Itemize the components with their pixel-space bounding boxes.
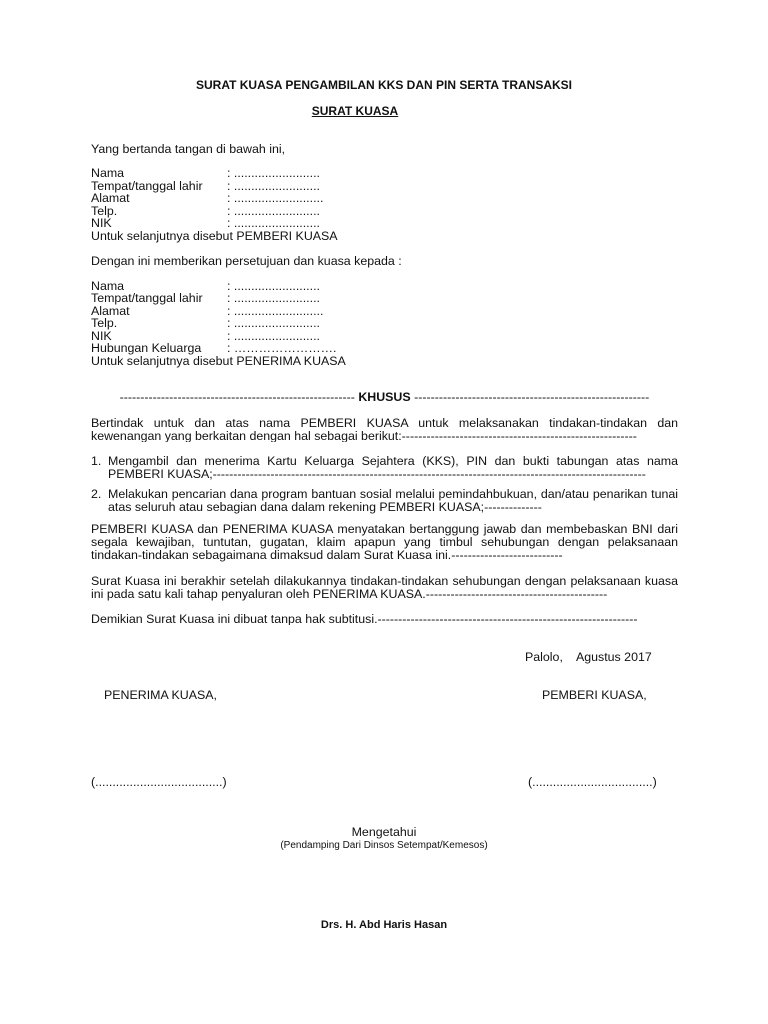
item-number: 2. <box>91 487 102 501</box>
giver-field-label: Telp. <box>91 204 118 218</box>
receiver-field-value: : ......................... <box>227 316 320 330</box>
giver-field-label: Tempat/tanggal lahir <box>91 179 203 193</box>
giver-signature-label: PEMBERI KUASA, <box>542 688 647 702</box>
witness-role: (Pendamping Dari Dinsos Setempat/Kemesos) <box>280 840 488 851</box>
receiver-field-label: Tempat/tanggal lahir <box>91 291 203 305</box>
liability-line-1: PEMBERI KUASA dan PENERIMA KUASA menyatakan bertanggung jawab dan membebaskan BNI dari <box>91 522 678 536</box>
giver-signature-blank: (...................................) <box>528 775 657 789</box>
receiver-field-value: : .......................... <box>227 304 324 318</box>
receiver-field-value: : ......................... <box>227 291 320 305</box>
item-line-1: Melakukan pencarian dana program bantuan sosial melalui pemindahbukuan, dan/atau penarikan tunai <box>108 487 678 501</box>
receiver-field-label: Nama <box>91 279 125 293</box>
item-line-2: PEMBERI KUASA;--------------------------------------------------------------------------------------------------------- <box>108 468 646 481</box>
khusus-dashes-left: --------------------------------------------------------- <box>119 391 355 404</box>
receiver-field-label: Telp. <box>91 316 118 330</box>
liability-line-3: tindakan-tindakan sebagaimana dimaksud dalam Surat Kuasa ini.--------------------------- <box>91 548 563 562</box>
acting-line-1: Bertindak untuk dan atas nama PEMBERI KUASA untuk melaksanakan tindakan-tindakan dan <box>91 416 678 430</box>
item-line-2: atas seluruh atau sebagian dana dalam rekening PEMBERI KUASA;-------------- <box>108 500 542 514</box>
giver-field-value: : ......................... <box>227 179 320 193</box>
khusus-dashes-right: --------------------------------------------------------- <box>414 391 650 404</box>
witness-label: Mengetahui <box>351 825 417 839</box>
subtitle-text: SURAT KUASA <box>311 104 399 118</box>
intro-text: Yang bertanda tangan di bawah ini, <box>91 142 286 156</box>
khusus-separator <box>91 391 678 403</box>
giver-field-value: : ......................... <box>227 166 320 180</box>
receiver-field-value: : ……………………. <box>227 341 337 355</box>
receiver-designation: Untuk selanjutnya disebut PENERIMA KUASA <box>91 354 346 368</box>
receiver-signature-blank: (.....................................) <box>91 775 227 789</box>
receiver-field-value: : ......................... <box>227 329 320 343</box>
receiver-field-label: Hubungan Keluarga <box>91 341 202 355</box>
receiver-signature-label: PENERIMA KUASA, <box>104 688 217 702</box>
witness-label-row <box>0 826 768 838</box>
place-date: Palolo, Agustus 2017 <box>525 650 652 664</box>
giver-designation: Untuk selanjutnya disebut PEMBERI KUASA <box>91 229 338 243</box>
khusus-label: KHUSUS <box>358 391 411 404</box>
closing-text: Demikian Surat Kuasa ini dibuat tanpa hak subtitusi.--------------------------------------------------------------- <box>91 613 638 626</box>
witness-name: Drs. H. Abd Haris Hasan <box>320 919 448 931</box>
item-number: 1. <box>91 454 102 468</box>
receiver-field-value: : ......................... <box>227 279 320 293</box>
authorization-intro: Dengan ini memberikan persetujuan dan kuasa kepada : <box>91 254 402 268</box>
item-line-1: Mengambil dan menerima Kartu Keluarga Sejahtera (KKS), PIN dan bukti tabungan atas nama <box>108 454 678 468</box>
receiver-field-label: NIK <box>91 329 112 343</box>
acting-line-2: kewenangan yang berkaitan dengan hal sebagai berikut:--------------------------------------------------------- <box>91 430 637 443</box>
expiry-line-1: Surat Kuasa ini berakhir setelah dilakukannya tindakan-tindakan sehubungan dengan pelaksanaan kuasa <box>91 574 678 588</box>
giver-field-label: Alamat <box>91 191 130 205</box>
document-subtitle <box>0 105 710 117</box>
giver-field-label: Nama <box>91 166 125 180</box>
receiver-field-label: Alamat <box>91 304 130 318</box>
expiry-line-2: ini pada satu kali tahap penyaluran oleh PENERIMA KUASA.-------------------------------------------- <box>91 587 608 601</box>
liability-line-2: segala kewajiban, tuntutan, gugatan, klaim apapun yang timbul sehubungan dengan pelaksanaan <box>91 535 678 549</box>
giver-field-value: : .......................... <box>227 191 324 205</box>
document-title: SURAT KUASA PENGAMBILAN KKS DAN PIN SERTA TRANSAKSI <box>195 78 572 92</box>
giver-field-value: : ......................... <box>227 204 320 218</box>
giver-field-label: NIK <box>91 216 112 230</box>
giver-field-value: : ......................... <box>227 216 320 230</box>
